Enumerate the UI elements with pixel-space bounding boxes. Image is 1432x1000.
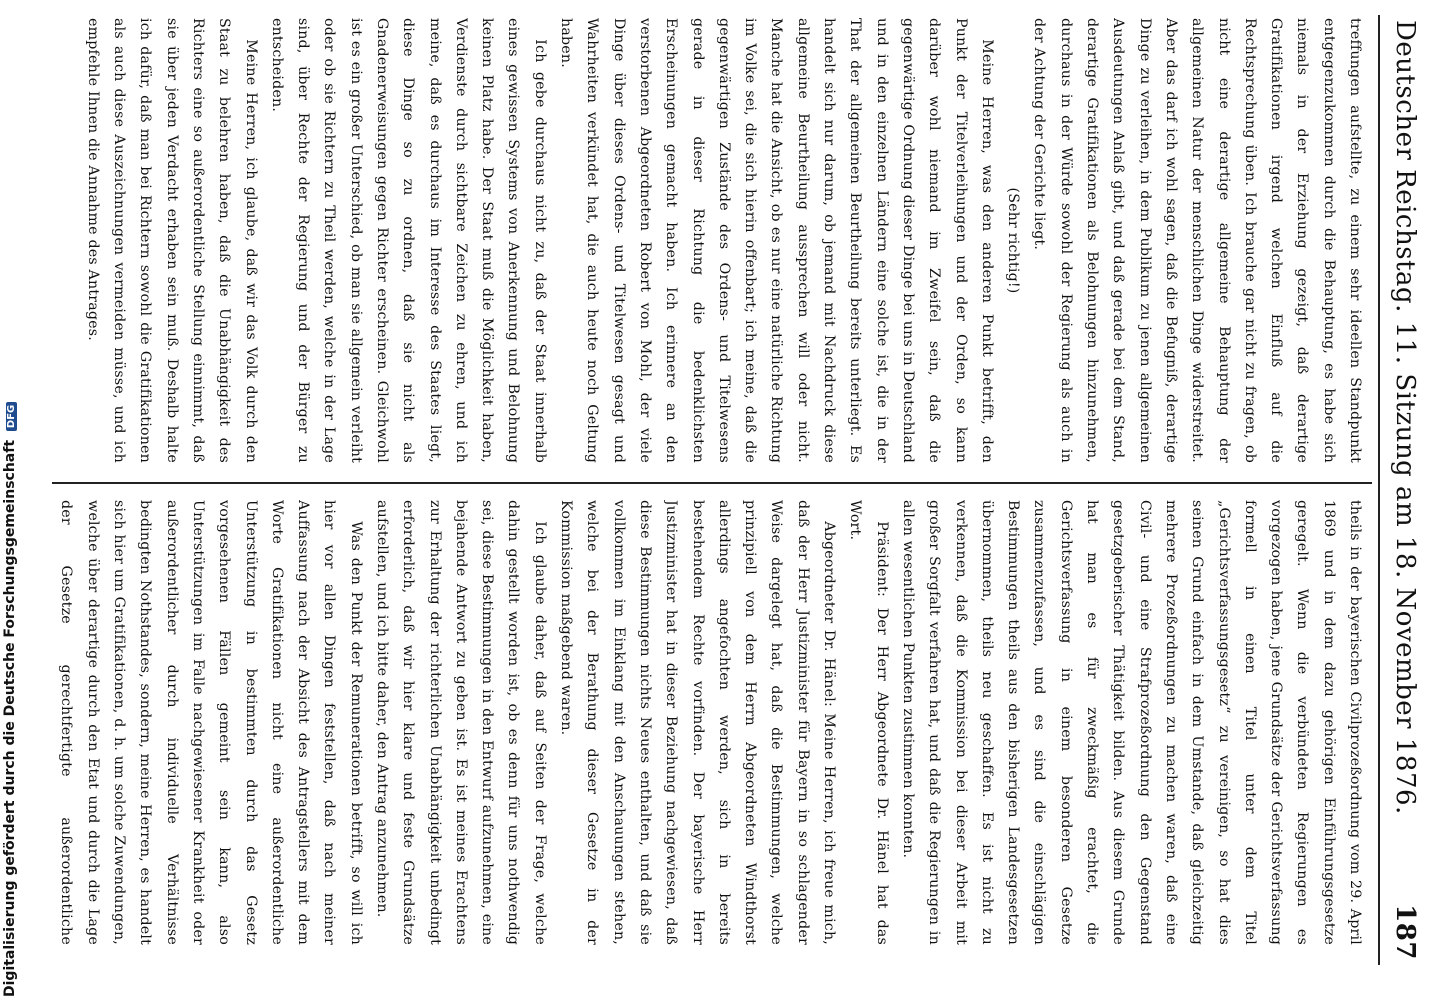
right-column — [53, 500, 1368, 945]
running-title: Deutscher Reichstag. 11. Sitzung am 18. November 1876. — [1390, 20, 1420, 815]
paragraph: Meine Herren, ich glaube, daß wir das Volk durch den Staat zu belehren haben, daß die Unabhängigkeit des Richters eine so außerordentliche Stellung einnimmt, daß sie über jeden Verdacht erhaben sein muß. Deshalb halte ich dafür, daß man bei Richtern sowohl die Gratifikationen als auch diese Auszeichnungen vermeiden müsse, und ich empfehle Ihnen die Annahme des Antrages. — [84, 18, 259, 463]
header-rule — [1378, 15, 1380, 965]
paragraph: Was den Punkt der Remunerationen betrifft, so will ich hier vor allen Dingen feststellen, daß nach meiner Auffassung nach der Absicht des Antragstellers mit dem Worte Gratifikationen nicht eine außerordentliche Unterstützung in bestimmten durch das Gesetz vorgesehenen Fällen gemeint sein kann, also Unterstützungen im Falle nachgewiesener Krankheit oder außerordentlicher durch individuelle Verhältnisse bedingten Nothstandes, sondern, meine Herren, es handelt sich hier um Gratifikationen, d. h. um solche Zuwendungen, welche über derartige durch den Etat und durch die Lage der Gesetze gerechtfertigte außerordentliche — [58, 500, 364, 945]
page-number: 187 — [1390, 904, 1420, 960]
footer-credit: Digitalisierung gefördert durch die Deutsche Forschungsgemeinschaft — [2, 439, 18, 997]
speaker-paragraph: Abgeordneter Dr. Hänel: Meine Herren, ich freue mich, daß der Herr Justizminister für Bayern in so schlagender Weise dargelegt hat, daß die Bestimmungen, welche prinzipiell von dem Herrn Abgeordneten Windthorst allerdings angefochten werden, sich in bereits bestehendem Rechte vorfinden. Der bayerische Herr Justizminister hat in dieser Beziehung nachgewiesen, daß diese Bestimmungen nichts Neues enthalten, und daß sie vollkommen im Einklang mit den Anschauungen stehen, welche bei der Berathung dieser Gesetze in der Kommission maßgebend waren. — [558, 500, 838, 945]
rotated-page-content — [42, 0, 1432, 980]
paragraph: theils in der bayerischen Civilprozeßordnung vom 29. April 1869 und in dem dazu gehörigen Einführungsgesetze geregelt. Wenn die verbündeten Regierungen es vorgezogen haben, jene Grundsätze der Gerichtsverfassung formell in einen Titel unter dem Titel „Gerichtsverfassungsgesetz“ zu vereinigen, so hat dies seinen Grund einfach in dem Umstande, daß gleichzeitig mehrere Prozeßordnungen zu machen waren, daß eine Civil- und eine Strafprozeßordnung den Gegenstand gesetzgeberischer Thätigkeit bilden. Aus diesem Grunde hat man es für zweckmäßig erachtet, die Gerichtsverfassung in einem besonderen Gesetze zusammenzufassen, und es sind die einschlägigen Bestimmungen theils aus den bisherigen Landesgesetzen übernommen, theils neu geschaffen. Es ist nicht zu verkennen, daß die Kommission bei dieser Arbeit mit großer Sorgfalt verfahren hat, und daß die Regierungen in allen wesentlichen Punkten zustimmen konnten. — [899, 500, 1363, 945]
column-divider — [52, 482, 1372, 484]
dfg-logo: DFG — [6, 402, 17, 431]
speaker-paragraph: Präsident: Der Herr Abgeordnete Dr. Hänel hat das Wort. — [847, 500, 890, 945]
interjection: (Sehr richtig!) — [1005, 187, 1022, 294]
left-column — [53, 18, 1368, 463]
paragraph: Ich gebe durchaus nicht zu, daß der Staat innerhalb eines gewissen Systems von Anerkennung und Belohnung keinen Platz habe. Der Staat muß die Möglichkeit haben, Verdienste durch sichtbare Zeichen zu ehren, und ich meine, daß es durchaus im Interesse des Staates liegt, diese Dinge so zu ordnen, daß sie nicht als Gnadenerweisungen gegen Richter erscheinen. Gleichwohl ist es ein großer Unterschied, ob man sie allgemein verleiht oder ob sie Richtern zu Theil werden, welche in der Lage sind, über Rechte der Regierung und der Bürger zu entscheiden. — [268, 18, 548, 463]
paragraph: Ich glaube daher, daß auf Seiten der Frage, welche dahin gestellt worden ist, ob es denn für uns nothwendig sei, diese Bestimmungen in den Entwurf aufzunehmen, eine bejahende Antwort zu geben ist. Es ist meines Erachtens zur Erhaltung der richterlichen Unabhängigkeit unbedingt erforderlich, daß wir hier klare und feste Grundsätze aufstellen, und ich bitte daher, den Antrag anzunehmen. — [374, 500, 548, 945]
digitization-footer — [0, 0, 30, 1000]
page-header — [1386, 20, 1420, 960]
paragraph: Meine Herren, was den anderen Punkt betrifft, den Punkt der Titelverleihungen und der Orden, so kann darüber wohl niemand im Zweifel sein, daß die gegenwärtige Ordnung dieser Dinge bei uns in Deutschland und in den einzelnen Ländern eine solche ist, die in der That der allgemeinen Beurtheilung bereits unterliegt. Es handelt sich nur darum, ob jemand mit Nachdruck diese allgemeine Beurtheilung aussprechen will oder nicht. Manche hat die Ansicht, ob es nur eine natürliche Richtung im Volke sei, die sich hierin offenbart; ich meine, daß die gegenwärtigen Zustände des Ordens- und Titelwesens gerade in dieser Richtung die bedenklichsten Erscheinungen gemacht haben. Ich erinnere an den verstorbenen Abgeordneten Robert von Mohl, der viele Dinge über dieses Ordens- und Titelwesen gesagt und Wahrheiten verkündet hat, die auch heute noch Geltung haben. — [558, 18, 995, 463]
footer-text-wrap — [2, 0, 24, 997]
paragraph: treffungen aufstellte, zu einem sehr ideellen Standpunkt entgegenzukommen durch die Behauptung, es habe sich niemals in der Erziehung gezeigt, daß derartige Gratifikationen irgend welchen Einfluß auf die Rechtsprechung üben. Ich brauche gar nicht zu fragen, ob nicht eine derartige allgemeine Behauptung der allgemeinen Natur der menschlichen Dinge widerstreitet. Aber das darf ich wohl sagen, daß die Befugniß, derartige Dinge zu verleihen, in dem Publikum zu jenen allgemeinen Ausdeutungen Anlaß gibt, und daß gerade bei dem Stand, derartige Gratifikationen als Belohnungen hinzunehmen, durchaus in der Würde sowohl der Regierung als auch in der Achtung der Gerichte liegt. — [1031, 18, 1363, 463]
